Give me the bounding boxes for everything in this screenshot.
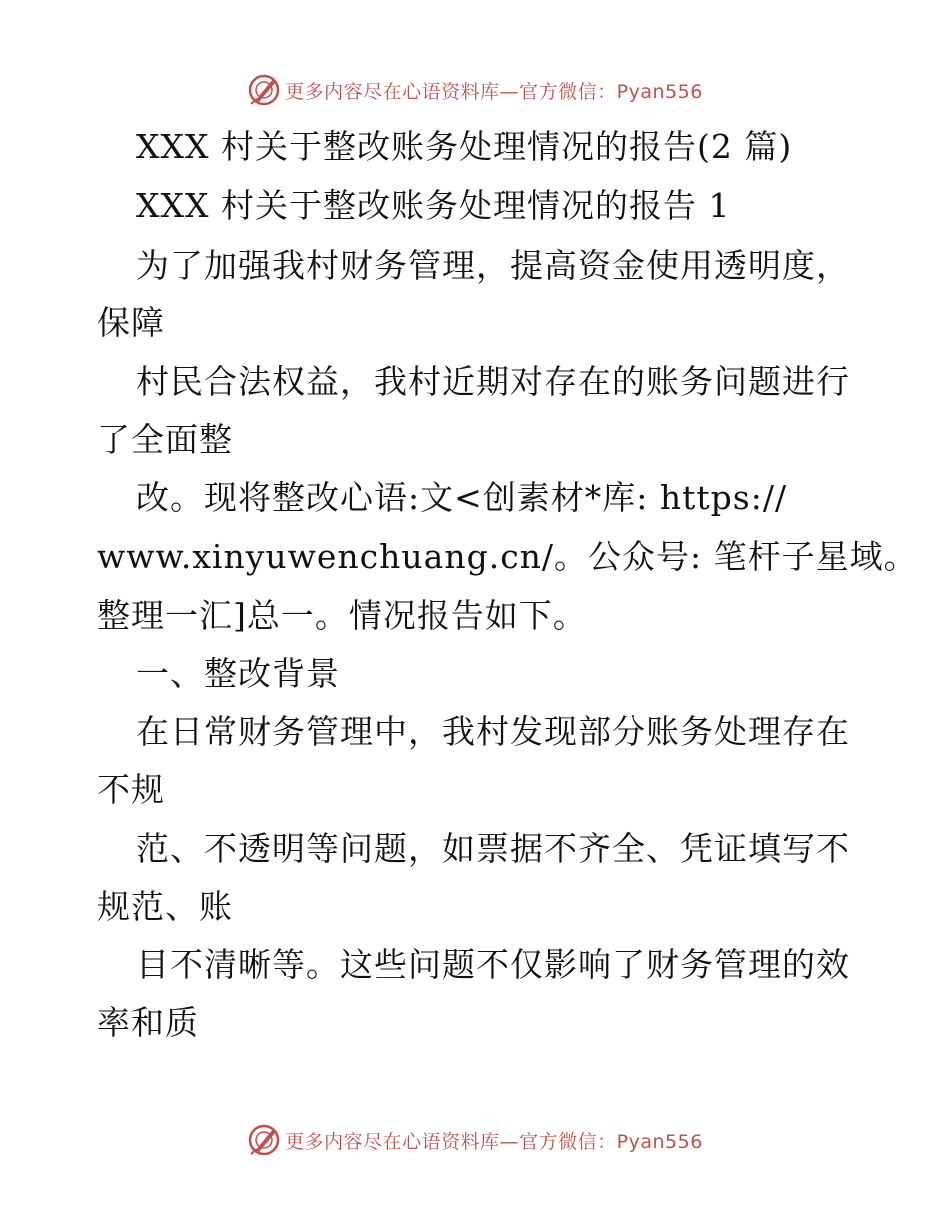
quill-seal-icon (247, 73, 281, 107)
paragraph-line: 村民合法权益，我村近期对存在的账务问题进行 (136, 362, 850, 401)
document-title: XXX 村关于整改账务处理情况的报告(2 篇) (136, 127, 793, 166)
paragraph-line: 了全面整 (97, 420, 233, 459)
section-heading: 一、整改背景 (136, 654, 340, 693)
paragraph-line: 范、不透明等问题，如票据不齐全、凭证填写不 (136, 829, 850, 868)
section-title: XXX 村关于整改账务处理情况的报告 1 (136, 186, 731, 225)
paragraph-line: 保障 (97, 303, 165, 342)
paragraph-line: 在日常财务管理中，我村发现部分账务处理存在 (136, 712, 850, 751)
header-watermark-banner (0, 70, 950, 110)
paragraph-line: www.xinyuwenchuang.cn/。公众号: 笔杆子星域。 (97, 537, 918, 576)
footer-watermark-text: 更多内容尽在心语资料库—官方微信：Pyan556 (285, 1130, 703, 1153)
paragraph-line: 率和质 (97, 1003, 199, 1042)
paragraph-line: 目不清晰等。这些问题不仅影响了财务管理的效 (136, 945, 850, 984)
footer-watermark-banner (0, 1120, 950, 1160)
paragraph-line: 为了加强我村财务管理，提高资金使用透明度， (136, 246, 850, 285)
header-watermark-text: 更多内容尽在心语资料库—官方微信：Pyan556 (285, 80, 703, 103)
paragraph-line: 整理一汇]总一。情况报告如下。 (97, 596, 587, 635)
paragraph-line: 不规 (97, 770, 165, 809)
paragraph-line: 规范、账 (97, 887, 233, 926)
quill-seal-icon (247, 1123, 281, 1157)
paragraph-line: 改。现将整改心语:文<创素材*库: https:// (136, 478, 788, 517)
